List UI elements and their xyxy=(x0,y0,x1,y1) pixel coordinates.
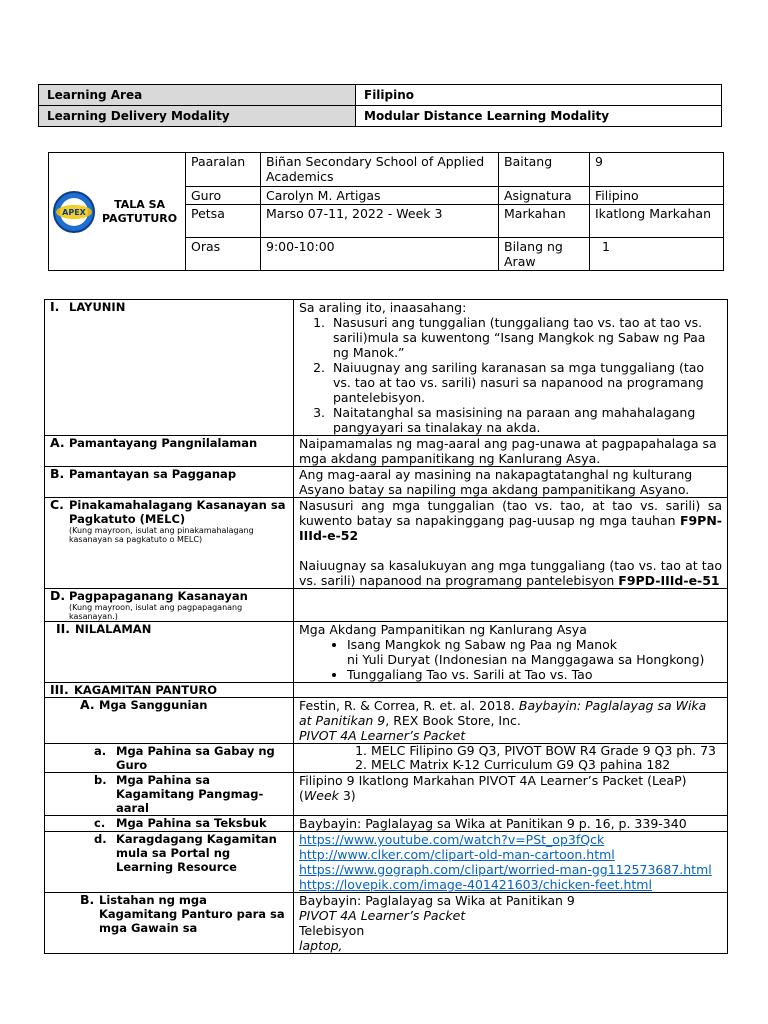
oras-value: 9:00-10:00 xyxy=(261,238,499,271)
pangmag-aaral-content xyxy=(294,773,728,816)
melc-code2: F9PD-IIId-e-51 xyxy=(618,573,720,588)
oras-label: Oras xyxy=(186,238,261,271)
layunin-item: 2. Naiuugnay ang sariling karanasan sa mga tunggaliang (tao vs. tao at tao vs. sarili) nasuri sa napanood na programang pantelebisyon. xyxy=(329,360,722,405)
learning-area-label: Learning Area xyxy=(39,85,356,106)
sanggunian-publisher: , REX Book Store, Inc. xyxy=(385,713,521,728)
kagamitan-row xyxy=(45,683,728,698)
karagdagang-label: Karagdagang Kagamitan mula sa Portal ng Learning Resource xyxy=(116,832,277,874)
pangnilalaman-num: A. xyxy=(50,435,65,450)
delivery-modality-row xyxy=(39,106,722,127)
pagganap-label: Pamantayan sa Pagganap xyxy=(69,467,237,481)
teksbuk-row xyxy=(45,816,728,832)
asignatura-label: Asignatura xyxy=(499,187,590,205)
pagpapaganang-label: Pagpapaganang Kasanayan xyxy=(69,589,248,603)
teksbuk-num: c. xyxy=(94,816,106,830)
baitang-label: Baitang xyxy=(499,153,590,187)
melc-text1: Nasusuri ang mga tunggalian (tao vs. tao, at tao vs. sarili) sa kuwento batay sa napakinggang pag-uusap ng mga tauhan xyxy=(299,498,722,528)
nilalaman-item xyxy=(347,637,722,667)
kagamitan-content xyxy=(294,683,728,698)
listahan-content xyxy=(294,893,728,954)
lesson-plan-table xyxy=(44,299,728,954)
baitang-value: 9 xyxy=(590,153,724,187)
gabay-label: Mga Pahina sa Gabay ng Guro xyxy=(116,744,275,772)
listahan-row xyxy=(45,893,728,954)
nilalaman-label: NILALAMAN xyxy=(75,622,152,636)
layunin-item: 1. Nasusuri ang tunggalian (tunggaliang tao vs. tao at tao vs. sarili)mula sa kuwentong “Isang Mangkok ng Sabaw ng Paa ng Manok.” xyxy=(329,315,722,360)
header-info-table xyxy=(38,84,722,127)
pagpapaganang-note: (Kung mayroon, isulat ang pagpapaganang kasanayan.) xyxy=(69,603,243,621)
listahan-line3: Telebisyon xyxy=(299,923,365,938)
sanggunian-title: Baybayin: Paglalayag sa Wika at Panitikan 9 xyxy=(299,698,707,728)
nilalaman-list xyxy=(299,637,722,682)
resource-link[interactable]: https://lovepik.com/image-401421603/chicken-feet.html xyxy=(299,877,652,892)
bilang-label: Bilang ng Araw xyxy=(499,238,590,271)
layunin-item: 3. Naitatanghal sa masisining na paraan ang mahahalagang pangyayari sa tinalakay na akda. xyxy=(329,405,722,435)
learning-area-row xyxy=(39,85,722,106)
title-line1: TALA SA xyxy=(114,197,166,211)
nilalaman-intro: Mga Akdang Pampanitikan ng Kanlurang Asya xyxy=(299,622,587,637)
pangmag-aaral-num: b. xyxy=(94,773,107,787)
sanggunian-num: A. xyxy=(80,697,95,712)
asignatura-value: Filipino xyxy=(590,187,724,205)
pangmag-aaral-label: Mga Pahina sa Kagamitang Pangmag-aaral xyxy=(116,773,264,815)
pangmag-aaral-week: Week xyxy=(303,788,339,803)
bilang-value: 1 xyxy=(590,238,724,271)
teksbuk-text: Baybayin: Paglalayag sa Wika at Panitikan 9 p. 16, p. 339-340 xyxy=(294,816,728,832)
karagdagang-links xyxy=(294,832,728,893)
nilalaman-content xyxy=(294,622,728,683)
delivery-modality-value: Modular Distance Learning Modality xyxy=(356,106,722,127)
melc-row xyxy=(45,498,728,589)
pangmag-aaral-text: Filipino 9 Ikatlong Markahan PIVOT 4A Learner’s Packet (LeaP) ( xyxy=(299,773,687,803)
sanggunian-label: Mga Sanggunian xyxy=(99,698,208,712)
karagdagang-row xyxy=(45,832,728,893)
title-line2: PAGTUTURO xyxy=(102,211,178,225)
tala-sa-pagtuturo-title xyxy=(102,198,177,226)
logo-text: APEX xyxy=(62,207,86,217)
layunin-content xyxy=(294,300,728,436)
paaralan-label: Paaralan xyxy=(186,153,261,187)
pamantayan-pagganap-row xyxy=(45,467,728,498)
nilalaman-item: • Tunggaliang Tao vs. Sarili at Tao vs. Tao xyxy=(347,667,722,682)
melc-note: (Kung mayroon, isulat ang pinakamahalagang kasanayan sa pagkatuto o MELC) xyxy=(69,526,254,544)
sanggunian-row xyxy=(45,698,728,744)
melc-num: C. xyxy=(50,497,64,512)
nilalaman-num: II. xyxy=(56,621,71,636)
sanggunian-author: Festin, R. & Correa, R. et. al. 2018. xyxy=(299,698,519,713)
pagganap-text: Ang mag-aaral ay masining na nakapagtatanghal ng kulturang Asyano batay sa napiling mga akdang pampanitikang Asyano. xyxy=(294,467,728,498)
gabay-item: 2. MELC Matrix K-12 Curriculum G9 Q3 pahina 182 xyxy=(371,758,722,772)
pamantayang-pangnilalaman-row xyxy=(45,436,728,467)
gabay-num: a. xyxy=(94,744,107,758)
layunin-label: LAYUNIN xyxy=(69,300,126,314)
petsa-label: Petsa xyxy=(186,205,261,238)
pagganap-num: B. xyxy=(50,466,65,481)
markahan-label: Markahan xyxy=(499,205,590,238)
nilalaman-item1-sub: ni Yuli Duryat (Indonesian na Manggagawa sa Hongkong) xyxy=(347,652,705,667)
gabay-item: 1. MELC Filipino G9 Q3, PIVOT BOW R4 Grade 9 Q3 ph. 73 xyxy=(371,744,722,758)
kagamitan-num: III. xyxy=(50,682,69,697)
listahan-num: B. xyxy=(80,892,95,907)
apex-logo-icon xyxy=(52,190,96,234)
pangmag-aaral-row xyxy=(45,773,728,816)
paaralan-value: Biñan Secondary School of Applied Academics xyxy=(261,153,499,187)
resource-link[interactable]: https://www.gograph.com/clipart/worried-man-gg112573687.html xyxy=(299,862,712,877)
pangnilalaman-text: Naipamamalas ng mag-aaral ang pag-unawa at pagpapahalaga sa mga akdang pampanitikang ng Kanlurang Asya. xyxy=(294,436,728,467)
listahan-line1: Baybayin: Paglalayag sa Wika at Panitikan 9 xyxy=(299,893,575,908)
karagdagang-num: d. xyxy=(94,832,107,846)
melc-text2: Naiuugnay sa kasalukuyan ang mga tunggaliang (tao vs. tao at tao vs. sarili) napanood na programang pantelebisyon xyxy=(299,558,722,588)
melc-content xyxy=(294,498,728,589)
melc-label: Pinakamahalagang Kasanayan sa Pagkatuto (MELC) xyxy=(69,498,286,526)
nilalaman-item1-text: Isang Mangkok ng Sabaw ng Paa ng Manok xyxy=(347,637,618,652)
teksbuk-label: Mga Pahina sa Teksbuk xyxy=(116,816,267,830)
listahan-label: Listahan ng mga Kagamitang Panturo para sa mga Gawain sa xyxy=(99,893,285,935)
resource-link[interactable]: https://www.youtube.com/watch?v=PSt_op3fQck xyxy=(299,832,605,847)
logo-cell xyxy=(49,153,186,271)
layunin-num: I. xyxy=(50,299,60,314)
sanggunian-pivot: PIVOT 4A Learner’s Packet xyxy=(299,728,466,743)
gabay-row xyxy=(45,744,728,773)
gabay-list xyxy=(299,744,722,772)
delivery-modality-label: Learning Delivery Modality xyxy=(39,106,356,127)
kagamitan-label: KAGAMITAN PANTURO xyxy=(74,683,218,697)
nilalaman-row xyxy=(45,622,728,683)
layunin-list xyxy=(299,315,722,435)
pagpapaganang-row xyxy=(45,589,728,622)
learning-area-value: Filipino xyxy=(356,85,722,106)
pangnilalaman-label: Pamantayang Pangnilalaman xyxy=(69,436,258,450)
markahan-value: Ikatlong Markahan xyxy=(590,205,724,238)
school-info-table xyxy=(48,152,724,271)
sanggunian-content xyxy=(294,698,728,744)
guro-value: Carolyn M. Artigas xyxy=(261,187,499,205)
gabay-content xyxy=(294,744,728,773)
pagpapaganang-content xyxy=(294,589,728,622)
pangmag-aaral-text-end: 3) xyxy=(338,788,356,803)
resource-link[interactable]: http://www.clker.com/clipart-old-man-cartoon.html xyxy=(299,847,615,862)
petsa-value: Marso 07-11, 2022 - Week 3 xyxy=(261,205,499,238)
listahan-line4: laptop, xyxy=(299,938,343,953)
listahan-line2: PIVOT 4A Learner’s Packet xyxy=(299,908,466,923)
layunin-intro: Sa araling ito, inaasahang: xyxy=(299,300,467,315)
melc-code1: F9PN-IIId-e-52 xyxy=(299,513,722,543)
pagpapaganang-num: D. xyxy=(50,588,66,603)
layunin-row xyxy=(45,300,728,436)
guro-label: Guro xyxy=(186,187,261,205)
